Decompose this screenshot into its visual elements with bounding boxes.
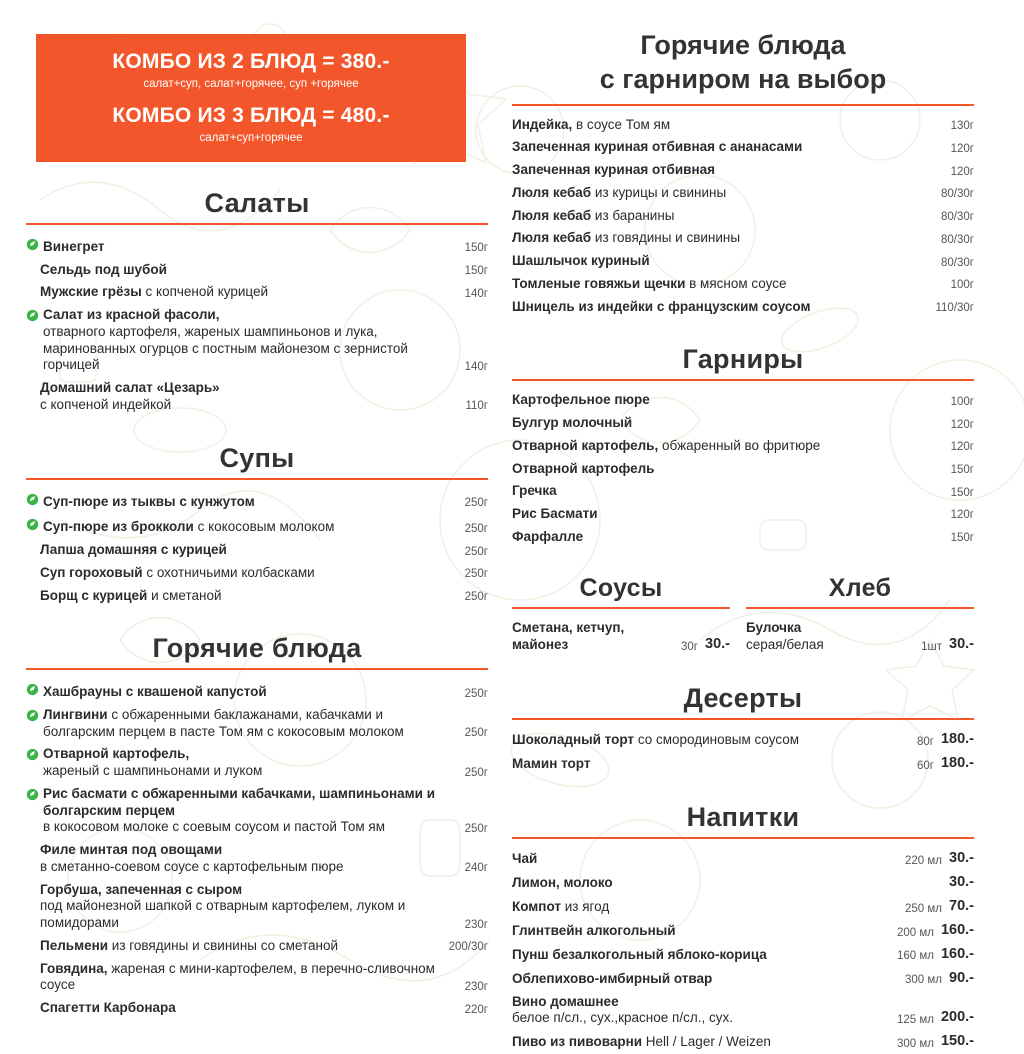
list-item bbox=[26, 513, 488, 539]
item-name: Шоколадный торт bbox=[512, 732, 635, 748]
item-weight: 220г bbox=[464, 1003, 488, 1016]
item-name: Сельдь под шубой bbox=[40, 261, 167, 277]
list-item bbox=[26, 281, 488, 304]
combo-promo-box bbox=[36, 34, 466, 162]
item-desc: с охотничьими колбасками bbox=[142, 564, 315, 580]
item-weight: 130г bbox=[950, 120, 974, 133]
item-name: Гречка bbox=[512, 483, 557, 499]
section-soups bbox=[26, 443, 488, 608]
item-weight: 150г bbox=[464, 242, 488, 255]
item-desc: с обжаренными баклажанами, кабачками и болгарским перцем в пасте Том ям с кокосовым молоком bbox=[43, 707, 404, 739]
combo-2-title: КОМБО ИЗ 2 БЛЮД = 380.- bbox=[112, 50, 390, 73]
item-name: Отварной картофель bbox=[512, 460, 655, 476]
item-desc: белое п/сл., сух.,красное п/сл., сух. bbox=[512, 1010, 733, 1026]
item-name: Шашлычок куриный bbox=[512, 253, 650, 269]
item-name: Мамин торт bbox=[512, 756, 591, 772]
list-item bbox=[512, 205, 974, 228]
item-name: Лимон, молоко bbox=[512, 875, 613, 891]
item-name: Люля кебаб bbox=[512, 207, 592, 223]
item-price: 160.- bbox=[940, 921, 974, 938]
list-item bbox=[512, 458, 974, 481]
list-item bbox=[26, 839, 488, 878]
list-item bbox=[26, 539, 488, 562]
item-name: Филе минтая под овощами bbox=[40, 842, 223, 858]
combo-3-title: КОМБО ИЗ 3 БЛЮД = 480.- bbox=[112, 104, 390, 127]
item-name: Спагетти Карбонара bbox=[40, 1000, 176, 1016]
item-price: 30.- bbox=[949, 873, 974, 890]
list-item bbox=[512, 182, 974, 205]
item-desc: в соусе Том ям bbox=[572, 116, 671, 132]
section-bread bbox=[746, 548, 974, 656]
leaf-icon bbox=[26, 518, 40, 536]
section-title-drinks: Напитки bbox=[686, 801, 800, 832]
section-title-garnish: Гарниры bbox=[682, 344, 804, 375]
item-name: Люля кебаб bbox=[512, 230, 592, 246]
leaf-icon bbox=[26, 709, 40, 727]
item-weight: 200/30г bbox=[448, 941, 488, 954]
item-weight: 140г bbox=[464, 360, 488, 373]
list-item bbox=[26, 585, 488, 608]
section-hot-dishes bbox=[26, 633, 488, 1019]
leaf-icon bbox=[26, 493, 40, 511]
list-item bbox=[512, 1030, 974, 1054]
item-name: Салат из красной фасоли, bbox=[43, 307, 220, 323]
list-item bbox=[512, 389, 974, 412]
section-title-bread: Хлеб bbox=[828, 574, 892, 603]
left-column bbox=[26, 12, 488, 1016]
section-hot-with-garnish bbox=[512, 30, 974, 318]
item-name: Компот bbox=[512, 899, 561, 915]
item-name: Индейка, bbox=[512, 116, 573, 132]
item-desc: в сметанно-соевом соусе с картофельным пюре bbox=[40, 858, 344, 874]
item-price: 30.- bbox=[949, 635, 974, 652]
divider bbox=[512, 718, 974, 720]
list-item bbox=[26, 958, 488, 997]
section-title-soups: Супы bbox=[219, 442, 295, 473]
section-title-salads: Салаты bbox=[204, 188, 310, 218]
item-desc: из баранины bbox=[591, 207, 675, 223]
item-weight: 250г bbox=[464, 568, 488, 581]
item-name: Люля кебаб bbox=[512, 184, 592, 200]
item-weight: 150г bbox=[464, 265, 488, 278]
item-price: 30.- bbox=[705, 635, 730, 652]
item-weight: 80/30г bbox=[941, 233, 974, 246]
list-item bbox=[512, 296, 974, 319]
item-desc: в мясном соусе bbox=[685, 275, 787, 291]
item-weight: 150г bbox=[950, 532, 974, 545]
item-name: Томленые говяжьи щечки bbox=[512, 275, 686, 291]
item-name: Хашбрауны с квашеной капустой bbox=[43, 684, 267, 700]
list-item bbox=[512, 943, 974, 967]
combo-3-subtitle: салат+суп+горячее bbox=[199, 132, 303, 144]
item-weight: 1шт bbox=[921, 640, 942, 653]
item-name: Запеченная куриная отбивная bbox=[512, 162, 716, 178]
section-garnish bbox=[512, 344, 974, 548]
item-price: 30.- bbox=[949, 849, 974, 866]
item-weight: 120г bbox=[950, 165, 974, 178]
item-desc: серая/белая bbox=[746, 637, 824, 653]
list-item bbox=[26, 879, 488, 935]
list-item bbox=[512, 967, 974, 991]
item-name: Запеченная куриная отбивная с ананасами bbox=[512, 139, 803, 155]
item-weight: 140г bbox=[464, 287, 488, 300]
list-item bbox=[512, 919, 974, 943]
list-item bbox=[26, 743, 488, 782]
item-desc: отварного картофеля, жареных шампиньонов и лука, маринованных огурцов с постным майонезом с зернистой горчицей bbox=[43, 323, 408, 373]
item-weight: 250 мл bbox=[905, 902, 942, 915]
item-weight: 200 мл bbox=[896, 926, 934, 939]
item-weight: 80/30г bbox=[941, 211, 974, 224]
item-desc: со смородиновым соусом bbox=[634, 732, 800, 748]
item-weight: 300 мл bbox=[905, 974, 942, 987]
item-weight: 250г bbox=[464, 591, 488, 604]
item-desc: в кокосовом молоке с соевым соусом и пастой Том ям bbox=[43, 819, 386, 835]
item-weight: 250г bbox=[464, 497, 488, 510]
item-weight: 250г bbox=[464, 687, 488, 700]
item-name: Суп-пюре из брокколи bbox=[43, 519, 194, 535]
item-weight: 120г bbox=[950, 509, 974, 522]
item-name: Лингвини bbox=[43, 707, 108, 723]
item-desc: из ягод bbox=[560, 899, 610, 915]
item-weight: 30г bbox=[681, 640, 698, 653]
divider bbox=[746, 607, 974, 609]
section-title-sauces: Соусы bbox=[579, 574, 663, 603]
item-name: Булгур молочный bbox=[512, 415, 633, 431]
item-desc: с кокосовым молоком bbox=[193, 519, 335, 535]
item-desc: с копченой индейкой bbox=[40, 396, 172, 412]
item-name: Облепихово-имбирный отвар bbox=[512, 970, 713, 986]
item-name: Шницель из индейки с французским соусом bbox=[512, 298, 811, 314]
list-item bbox=[26, 935, 488, 958]
section-title-hot-with-garnish-line1: Горячие блюда bbox=[640, 30, 846, 60]
item-name: Пельмени bbox=[40, 937, 109, 953]
section-sauces bbox=[512, 548, 730, 656]
right-column bbox=[512, 12, 974, 1050]
list-item bbox=[512, 871, 974, 895]
list-item bbox=[512, 752, 974, 776]
divider bbox=[512, 837, 974, 839]
item-desc: из говядины и свинины bbox=[591, 230, 741, 246]
item-weight: 110г bbox=[465, 400, 488, 413]
list-item bbox=[26, 377, 488, 416]
item-price: 90.- bbox=[949, 969, 974, 986]
combo-2-subtitle: салат+суп, салат+горячее, суп +горячее bbox=[143, 78, 359, 90]
list-item bbox=[26, 304, 488, 377]
item-name: Картофельное пюре bbox=[512, 392, 650, 408]
list-item bbox=[512, 526, 974, 549]
item-price: 160.- bbox=[940, 945, 974, 962]
list-item bbox=[26, 678, 488, 704]
list-item bbox=[512, 503, 974, 526]
leaf-icon bbox=[26, 683, 40, 701]
item-weight: 250г bbox=[464, 822, 488, 835]
list-item bbox=[512, 136, 974, 159]
item-weight: 80/30г bbox=[941, 256, 974, 269]
section-title-hot-with-garnish-line2: с гарниром на выбор bbox=[599, 63, 887, 94]
list-item bbox=[512, 895, 974, 919]
item-price: 70.- bbox=[949, 897, 974, 914]
list-item bbox=[512, 250, 974, 273]
item-desc: и сметаной bbox=[147, 587, 222, 603]
item-weight: 230г bbox=[464, 918, 488, 931]
item-price: 200.- bbox=[940, 1009, 974, 1026]
item-weight: 220 мл bbox=[905, 854, 942, 867]
section-title-desserts: Десерты bbox=[683, 682, 803, 713]
item-name: Отварной картофель, bbox=[512, 437, 659, 453]
item-weight: 80/30г bbox=[941, 188, 974, 201]
leaf-icon bbox=[26, 788, 40, 806]
item-desc: под майонезной шапкой с отварным картофелем, луком и помидорами bbox=[40, 898, 406, 931]
item-name: Суп гороховый bbox=[40, 564, 143, 580]
item-name: Горбуша, запеченная с сыром bbox=[40, 881, 243, 897]
item-weight: 300 мл bbox=[896, 1037, 934, 1050]
list-item bbox=[512, 159, 974, 182]
list-item bbox=[26, 562, 488, 585]
item-name: Булочка bbox=[746, 620, 802, 636]
item-desc: из курицы и свинины bbox=[591, 184, 727, 200]
item-weight: 100г bbox=[950, 395, 974, 408]
section-drinks bbox=[512, 802, 974, 1054]
item-weight: 240г bbox=[464, 862, 488, 875]
list-item bbox=[26, 488, 488, 514]
item-desc: жареный с шампиньонами и луком bbox=[43, 763, 263, 779]
list-item bbox=[512, 847, 974, 871]
item-price: 180.- bbox=[940, 730, 974, 747]
item-weight: 230г bbox=[464, 980, 488, 993]
item-weight: 250г bbox=[464, 766, 488, 779]
item-name: Фарфалле bbox=[512, 528, 584, 544]
leaf-icon bbox=[26, 238, 40, 256]
item-price: 150.- bbox=[940, 1033, 974, 1050]
item-weight: 100г bbox=[950, 279, 974, 292]
divider bbox=[512, 104, 974, 106]
item-name: Глинтвейн алкогольный bbox=[512, 923, 676, 939]
item-weight: 250г bbox=[464, 727, 488, 740]
item-weight: 150г bbox=[950, 486, 974, 499]
item-weight: 125 мл bbox=[896, 1013, 934, 1026]
item-weight: 150г bbox=[950, 464, 974, 477]
item-name: Мужские грёзы bbox=[40, 284, 142, 300]
list-item bbox=[26, 704, 488, 743]
divider bbox=[26, 668, 488, 670]
item-name: Борщ с курицей bbox=[40, 587, 148, 603]
item-desc: обжаренный во фритюре bbox=[658, 437, 821, 453]
item-name: Рис басмати с обжаренными кабачками, шампиньонами и болгарским перцем bbox=[43, 785, 435, 818]
item-desc: из говядины и свинины со сметаной bbox=[108, 937, 339, 953]
item-weight: 160 мл bbox=[896, 950, 934, 963]
section-desserts bbox=[512, 683, 974, 776]
item-weight: 250г bbox=[464, 545, 488, 558]
item-name: Чай bbox=[512, 851, 538, 867]
item-weight: 60г bbox=[916, 759, 934, 772]
list-item bbox=[26, 997, 488, 1020]
divider bbox=[512, 607, 730, 609]
sauces-and-bread bbox=[512, 548, 974, 656]
item-name: Говядина, bbox=[40, 960, 108, 976]
item-name: Домашний салат «Цезарь» bbox=[40, 380, 220, 396]
list-item bbox=[26, 233, 488, 259]
item-weight: 120г bbox=[950, 441, 974, 454]
list-item bbox=[512, 480, 974, 503]
item-weight: 80г bbox=[916, 735, 934, 748]
list-item bbox=[746, 617, 974, 656]
salads-list bbox=[26, 233, 488, 417]
item-weight: 110/30г bbox=[935, 302, 974, 315]
item-name: Пунш безалкогольный яблоко-корица bbox=[512, 946, 767, 962]
list-item bbox=[26, 783, 488, 839]
item-weight: 120г bbox=[950, 142, 974, 155]
item-name: Отварной картофель, bbox=[43, 746, 190, 762]
section-title-hot-dishes: Горячие блюда bbox=[152, 633, 362, 664]
list-item bbox=[512, 412, 974, 435]
list-item bbox=[26, 259, 488, 282]
item-desc: Hell / Lager / Weizen bbox=[642, 1034, 771, 1050]
divider bbox=[512, 379, 974, 381]
list-item bbox=[512, 273, 974, 296]
item-name: Суп-пюре из тыквы с кунжутом bbox=[43, 493, 255, 509]
item-weight: 120г bbox=[950, 418, 974, 431]
list-item bbox=[512, 617, 730, 656]
list-item bbox=[512, 227, 974, 250]
item-name: Пиво из пивоварни bbox=[512, 1034, 643, 1050]
item-price: 180.- bbox=[940, 754, 974, 771]
divider bbox=[26, 478, 488, 480]
list-item bbox=[512, 991, 974, 1030]
list-item bbox=[512, 435, 974, 458]
list-item bbox=[512, 728, 974, 752]
list-item bbox=[512, 114, 974, 137]
section-salads bbox=[26, 188, 488, 417]
leaf-icon bbox=[26, 309, 40, 327]
item-name: Вино домашнее bbox=[512, 993, 619, 1009]
item-desc: с копченой курицей bbox=[141, 284, 269, 300]
item-name: Рис Басмати bbox=[512, 506, 598, 521]
item-name: Сметана, кетчуп, майонез bbox=[512, 620, 625, 653]
leaf-icon bbox=[26, 748, 40, 766]
item-desc: жареная с мини-картофелем, в перечно-сливочном соусе bbox=[40, 960, 435, 993]
divider bbox=[26, 223, 488, 225]
item-name: Лапша домашняя с курицей bbox=[40, 542, 227, 558]
item-name: Винегрет bbox=[43, 239, 105, 254]
item-weight: 250г bbox=[464, 522, 488, 535]
